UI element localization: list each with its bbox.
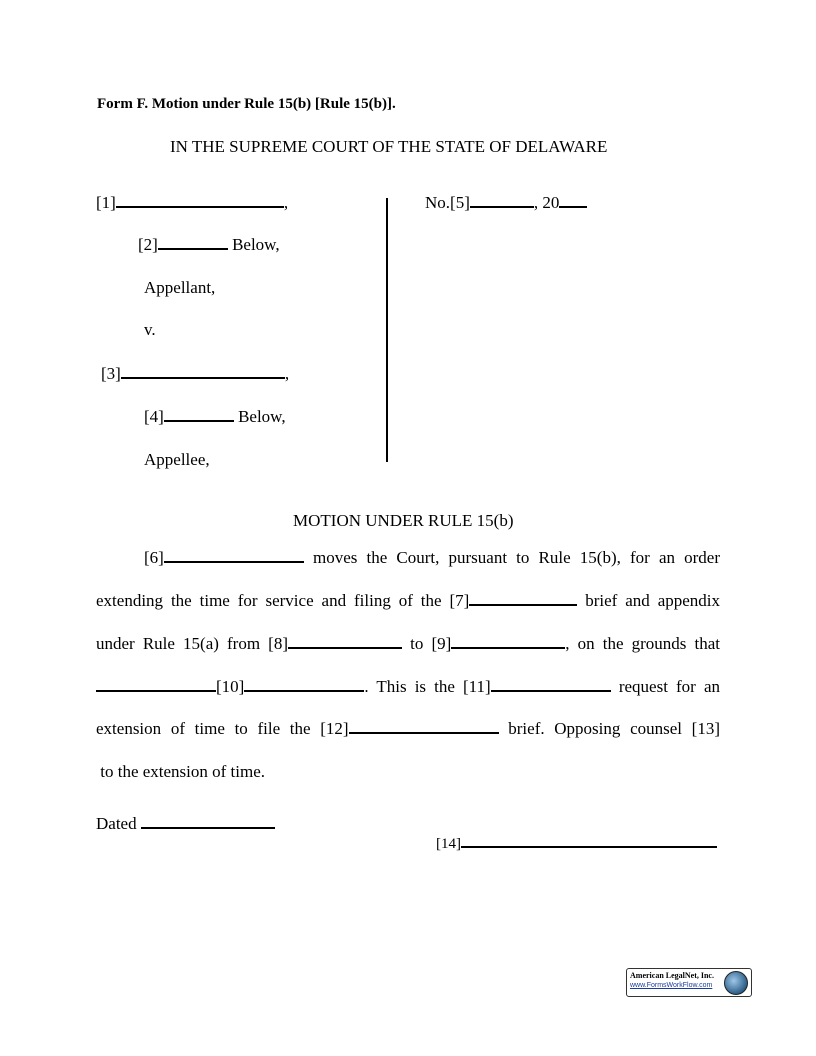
party2-blank[interactable]	[158, 236, 228, 250]
blank-9[interactable]	[451, 635, 565, 649]
appellant-label: Appellant,	[144, 278, 216, 297]
blank-10b[interactable]	[244, 678, 364, 692]
party1-suffix: ,	[283, 193, 289, 212]
party4-suffix: Below,	[233, 407, 286, 426]
line2-b: brief and appendix	[585, 591, 721, 610]
court-title: IN THE SUPREME COURT OF THE STATE OF DELAWARE	[170, 137, 608, 156]
logo-company-name: American LegalNet, Inc.	[630, 971, 714, 980]
blank-8[interactable]	[288, 635, 402, 649]
logo-url[interactable]: www.FormsWorkFlow.com	[630, 982, 713, 989]
party3-prefix: [3]	[101, 364, 121, 383]
body-line-3	[96, 634, 720, 654]
line3-b: to [9]	[410, 634, 452, 653]
party3-blank[interactable]	[121, 365, 285, 379]
dated-line	[96, 814, 275, 834]
party4-line	[144, 407, 286, 427]
versus-label: v.	[144, 320, 156, 339]
line3-c: , on the grounds that	[565, 634, 720, 653]
signature-blank[interactable]	[461, 834, 717, 848]
blank-7[interactable]	[469, 592, 577, 606]
caption-divider	[386, 198, 388, 462]
party2-prefix: [2]	[138, 235, 158, 254]
line1-a: [6]	[144, 548, 164, 567]
company-logo[interactable]	[626, 968, 752, 997]
line2-a: extending the time for service and filing of the [7]	[96, 591, 470, 610]
year-blank[interactable]	[559, 194, 587, 208]
signature-prefix: [14]	[436, 836, 461, 852]
line5-a: extension of time to file the [12]	[96, 719, 349, 738]
party2-suffix: Below,	[227, 235, 280, 254]
case-number-line	[425, 193, 587, 213]
line4-b: . This is the [11]	[364, 677, 491, 696]
body-line-1	[144, 548, 720, 568]
line1-b: moves the Court, pursuant to Rule 15(b), for an order	[312, 548, 721, 567]
appellee-label: Appellee,	[144, 450, 210, 469]
blank-11[interactable]	[491, 678, 611, 692]
line3-a: under Rule 15(a) from [8]	[96, 634, 288, 653]
line4-a: [10]	[216, 677, 245, 696]
party1-prefix: [1]	[96, 193, 116, 212]
party3-suffix: ,	[284, 364, 290, 383]
dated-label: Dated	[96, 814, 137, 833]
blank-10a[interactable]	[96, 678, 216, 692]
dated-blank[interactable]	[141, 815, 275, 829]
blank-6[interactable]	[164, 549, 304, 563]
case-no-prefix: No.[5]	[425, 193, 470, 212]
case-no-blank[interactable]	[470, 194, 534, 208]
party1-blank[interactable]	[116, 194, 284, 208]
body-line-2	[96, 591, 720, 611]
party3-line	[101, 364, 289, 384]
party4-prefix: [4]	[144, 407, 164, 426]
body-line-6: to the extension of time.	[96, 762, 266, 781]
line4-c: request for an	[618, 677, 720, 696]
motion-heading: MOTION UNDER RULE 15(b)	[293, 511, 514, 530]
body-line-5	[96, 719, 720, 739]
globe-icon	[724, 971, 748, 995]
party1-line	[96, 193, 288, 213]
party4-blank[interactable]	[164, 408, 234, 422]
form-title: Form F. Motion under Rule 15(b) [Rule 15(b)].	[97, 96, 396, 112]
body-line-4	[96, 677, 720, 697]
party2-line	[138, 235, 280, 255]
line5-b: brief. Opposing counsel [13]	[508, 719, 721, 738]
signature-line	[436, 834, 717, 853]
blank-12[interactable]	[349, 720, 499, 734]
case-no-mid: , 20	[533, 193, 560, 212]
